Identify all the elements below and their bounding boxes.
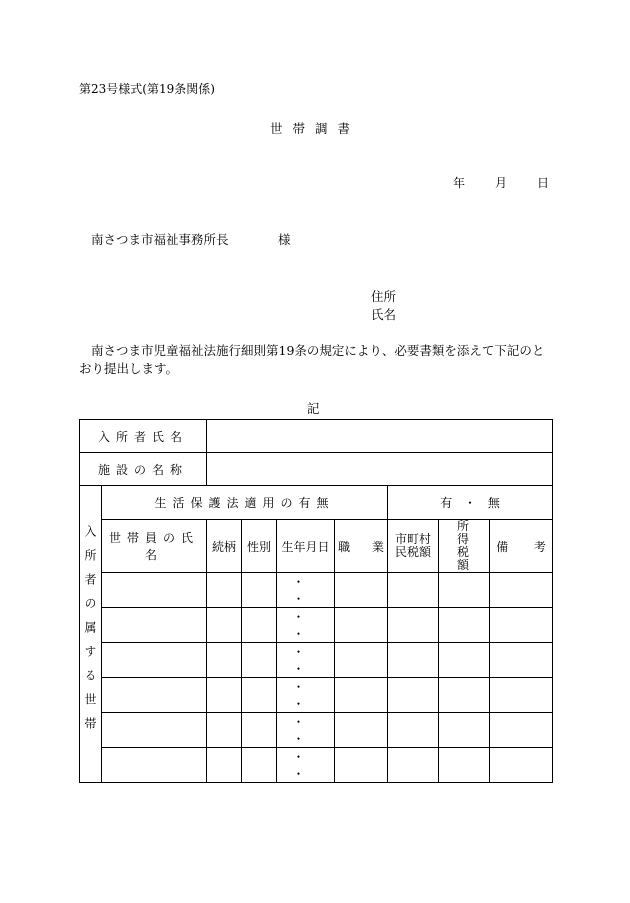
body-text: 南さつま市児童福祉法施行細則第19条の規定により、必要書類を添えて下記のとおり提出します。 <box>79 343 545 376</box>
occupation-cell[interactable] <box>335 608 388 643</box>
addressee: 南さつま市福祉事務所長 <box>91 232 229 247</box>
municipal-tax-cell[interactable] <box>388 713 439 748</box>
income-tax-cell[interactable] <box>439 573 490 608</box>
relation-cell[interactable] <box>207 608 242 643</box>
sex-cell[interactable] <box>242 678 277 713</box>
dob-cell[interactable]: ・ ・ <box>277 643 335 678</box>
member-name-cell[interactable] <box>102 678 207 713</box>
remarks-cell[interactable] <box>490 748 553 783</box>
municipal-tax-cell[interactable] <box>388 608 439 643</box>
header-member-name: 世帯員の氏名 <box>102 520 207 573</box>
dob-cell[interactable]: ・ ・ <box>277 748 335 783</box>
member-name-cell[interactable] <box>102 608 207 643</box>
header-sex: 性別 <box>242 520 277 573</box>
relation-cell[interactable] <box>207 713 242 748</box>
household-side-label: 入所者の属する世帯 <box>83 524 97 741</box>
remarks-cell[interactable] <box>490 678 553 713</box>
remarks-cell[interactable] <box>490 643 553 678</box>
relation-cell[interactable] <box>207 748 242 783</box>
member-name-cell[interactable] <box>102 713 207 748</box>
table-row <box>80 643 553 678</box>
dob-cell[interactable]: ・ ・ <box>277 608 335 643</box>
relation-cell[interactable] <box>207 573 242 608</box>
date-year: 年 <box>453 176 466 190</box>
remarks-cell[interactable] <box>490 608 553 643</box>
municipal-tax-cell[interactable] <box>388 678 439 713</box>
header-income-tax <box>439 520 490 573</box>
resident-name-label: 入所者氏名 <box>80 420 207 453</box>
municipal-tax-cell[interactable] <box>388 573 439 608</box>
occupation-cell[interactable] <box>335 643 388 678</box>
occupation-cell[interactable] <box>335 713 388 748</box>
table-row <box>80 748 553 783</box>
sex-cell[interactable] <box>242 748 277 783</box>
header-income-tax-text: 所得税額 <box>457 519 472 572</box>
remarks-cell[interactable] <box>490 713 553 748</box>
facility-name-field[interactable] <box>207 453 553 486</box>
sex-cell[interactable] <box>242 713 277 748</box>
header-dob: 生年月日 <box>277 520 335 573</box>
address-label: 住所 <box>371 289 397 304</box>
member-name-cell[interactable] <box>102 748 207 783</box>
occupation-cell[interactable] <box>335 573 388 608</box>
table-row <box>80 573 553 608</box>
relation-cell[interactable] <box>207 678 242 713</box>
sex-cell[interactable] <box>242 608 277 643</box>
member-name-cell[interactable] <box>102 573 207 608</box>
dob-cell[interactable]: ・ ・ <box>277 713 335 748</box>
household-side-label-cell <box>80 486 102 783</box>
table-row <box>80 713 553 748</box>
date-month: 月 <box>495 176 508 190</box>
member-name-cell[interactable] <box>102 643 207 678</box>
welfare-value[interactable]: 有 ・ 無 <box>388 486 553 520</box>
table-row <box>80 678 553 713</box>
table-row <box>80 608 553 643</box>
municipal-tax-cell[interactable] <box>388 748 439 783</box>
header-municipal-tax <box>388 520 439 573</box>
date-line <box>453 174 549 191</box>
honorific: 様 <box>278 232 291 247</box>
remarks-cell[interactable] <box>490 573 553 608</box>
occupation-cell[interactable] <box>335 678 388 713</box>
name-label: 氏名 <box>371 307 397 322</box>
dob-cell[interactable]: ・ ・ <box>277 678 335 713</box>
document-title: 世帯調書 <box>269 121 360 136</box>
ki-heading: 記 <box>307 401 320 416</box>
sex-cell[interactable] <box>242 643 277 678</box>
header-occupation: 職 業 <box>335 520 388 573</box>
header-relation: 続柄 <box>207 520 242 573</box>
relation-cell[interactable] <box>207 643 242 678</box>
occupation-cell[interactable] <box>335 748 388 783</box>
income-tax-cell[interactable] <box>439 643 490 678</box>
income-tax-cell[interactable] <box>439 748 490 783</box>
header-remarks: 備 考 <box>490 520 553 573</box>
header-municipal-tax-text: 市町村民税額 <box>395 532 432 559</box>
income-tax-cell[interactable] <box>439 608 490 643</box>
municipal-tax-cell[interactable] <box>388 643 439 678</box>
date-day: 日 <box>537 176 550 190</box>
form-number: 第23号様式(第19条関係) <box>79 82 215 96</box>
resident-name-field[interactable] <box>207 420 553 453</box>
welfare-label: 生活保護法適用の有無 <box>102 486 388 520</box>
income-tax-cell[interactable] <box>439 678 490 713</box>
dob-cell[interactable]: ・ ・ <box>277 573 335 608</box>
income-tax-cell[interactable] <box>439 713 490 748</box>
household-table <box>79 419 553 783</box>
facility-name-label: 施設の名称 <box>80 453 207 486</box>
sex-cell[interactable] <box>242 573 277 608</box>
